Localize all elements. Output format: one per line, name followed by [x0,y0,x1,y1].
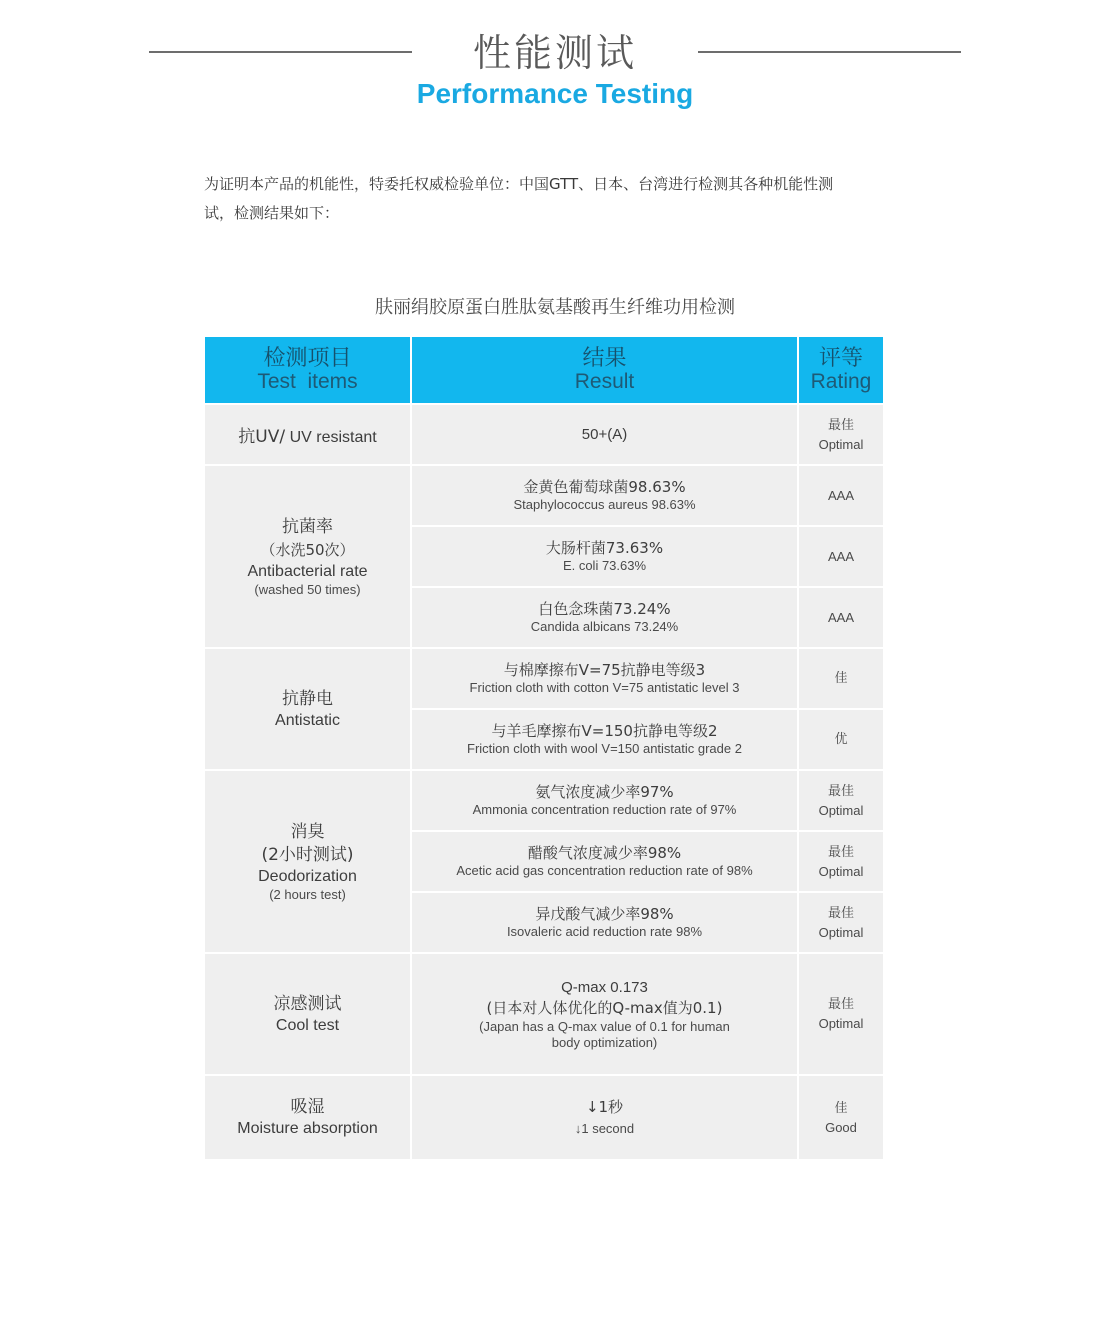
item-deodorization-en-sub: (2 hours test) [269,886,346,902]
result-cn: 醋酸气浓度减少率98% [527,844,682,862]
rating-value: AAA [827,488,854,503]
result-en: Friction cloth with wool V=150 antistatic grade 2 [467,741,742,756]
result-moisture [411,1075,798,1160]
result-uv [411,404,798,465]
result-deodorization-2 [411,831,798,892]
item-antibacterial-en: Antibacterial rate [247,562,368,580]
item-antibacterial-cn: 抗菌率 [282,516,333,537]
rating-moisture-cn: 佳 [834,1100,848,1116]
rating-antistatic-1 [798,648,884,709]
result-en: Acetic acid gas concentration reduction rate of 98% [456,863,753,878]
item-antibacterial-cn-sub: （水洗50次） [260,540,355,559]
result-en: Staphylococcus aureus 98.63% [513,497,696,512]
header-rating [798,336,884,404]
result-cool-line-2: (日本对人体优化的Q-max值为0.1) [486,999,723,1017]
result-en: E. coli 73.63% [562,558,647,573]
result-antibacterial-1 [411,465,798,526]
result-cool-line-1: Q-max 0.173 [561,979,648,996]
result-moisture-en: ↓1 second [574,1120,635,1136]
item-moisture-cn: 吸湿 [290,1097,325,1117]
result-antistatic-2 [411,709,798,770]
result-antibacterial-2 [411,526,798,587]
intro-line-2: 试，检测结果如下： [204,204,340,222]
header-result-cn: 结果 [582,346,627,371]
rating-antibacterial-2 [798,526,884,587]
result-cn: 异戊酸气减少率98% [535,905,674,923]
table-row-cool [204,953,884,1075]
item-moisture [204,1075,411,1160]
item-antistatic-cn: 抗静电 [282,688,333,709]
result-cn: 白色念珠菌73.24% [538,600,671,618]
item-antibacterial-en-sub: (washed 50 times) [254,581,361,597]
result-moisture-cn: ↓1秒 [585,1097,624,1116]
table-row-antistatic-1 [204,648,884,709]
item-uv-en: UV resistant [289,429,377,446]
item-deodorization-cn-sub: (2小时测试) [261,844,354,865]
rating-moisture-en: Good [825,1119,857,1135]
rating-cool [798,953,884,1075]
item-antistatic-en: Antistatic [275,711,340,729]
page-title-cn: 性能测试 [472,31,637,75]
rating-antibacterial-1 [798,465,884,526]
rating-cool-cn: 最佳 [827,997,854,1012]
result-antistatic-1 [411,648,798,709]
rating-cool-en: Optimal [818,1016,864,1031]
rating-cn: 最佳 [827,844,854,860]
rating-cn: 最佳 [827,905,854,921]
item-cool [204,953,411,1075]
intro-paragraph [204,170,890,228]
rating-en: Optimal [818,802,864,818]
item-deodorization-cn: 消臭 [290,821,325,842]
intro-line-1: 为证明本产品的机能性，特委托权威检验单位：中国GTT、日本、台湾进行检测其各种机能性测 [204,175,834,193]
result-cool-line-3: (Japan has a Q-max value of 0.1 for human [479,1019,730,1034]
item-antistatic [204,648,411,770]
header-result-en: Result [574,370,635,393]
result-cn: 氨气浓度减少率97% [535,783,674,801]
result-cn: 与棉摩擦布V=75抗静电等级3 [503,661,706,679]
rating-value: AAA [827,610,854,625]
item-uv-cn: 抗UV/ [238,427,286,447]
header-test-items [204,336,411,404]
table-row-deodorization-1 [204,770,884,831]
result-en: Ammonia concentration reduction rate of 97% [472,802,737,817]
item-cool-cn: 凉感测试 [273,993,342,1014]
header-test-items-en: Test items [257,370,358,393]
table-header-row [204,336,884,404]
page-title-en: Performance Testing [416,78,694,109]
header-result [411,336,798,404]
result-deodorization-1 [411,770,798,831]
rating-en: Optimal [818,924,864,940]
header-rating-cn: 评等 [818,346,863,371]
rating-deodorization-3 [798,892,884,953]
result-cn: 大肠杆菌73.63% [545,539,664,557]
item-cool-en: Cool test [275,1016,340,1034]
rating-uv-cn: 最佳 [827,417,854,433]
table-row-uv [204,404,884,465]
result-cn: 金黄色葡萄球菌98.63% [523,478,686,496]
rating-value: 佳 [834,671,848,686]
rating-cn: 最佳 [827,783,854,799]
performance-test-table [203,335,885,1161]
header-test-items-cn: 检测项目 [263,346,352,371]
rating-deodorization-1 [798,770,884,831]
table-row-antibacterial-1 [204,465,884,526]
item-deodorization-en: Deodorization [258,867,357,885]
result-cn: 与羊毛摩擦布V=150抗静电等级2 [491,722,718,740]
rating-value: AAA [827,549,854,564]
result-en: Isovaleric acid reduction rate 98% [506,924,703,939]
rating-deodorization-2 [798,831,884,892]
result-en: Friction cloth with cotton V=75 antistatic level 3 [469,680,740,695]
result-cool-line-4: body optimization) [551,1035,658,1050]
result-uv-value: 50+(A) [581,425,628,443]
header-rating-en: Rating [810,370,872,393]
rating-antibacterial-3 [798,587,884,648]
rating-uv [798,404,884,465]
table-caption: 肤丽绢胶原蛋白胜肽氨基酸再生纤维功用检测 [375,297,735,318]
table-row-moisture [204,1075,884,1160]
item-uv [204,404,411,465]
rating-antistatic-2 [798,709,884,770]
result-antibacterial-3 [411,587,798,648]
rating-en: Optimal [818,863,864,879]
item-deodorization [204,770,411,953]
result-cool [411,953,798,1075]
result-en: Candida albicans 73.24% [530,619,679,634]
item-moisture-en: Moisture absorption [237,1120,378,1137]
rating-value: 优 [834,732,848,747]
rating-moisture [798,1075,884,1160]
item-antibacterial [204,465,411,648]
result-deodorization-3 [411,892,798,953]
rating-uv-en: Optimal [818,436,864,452]
